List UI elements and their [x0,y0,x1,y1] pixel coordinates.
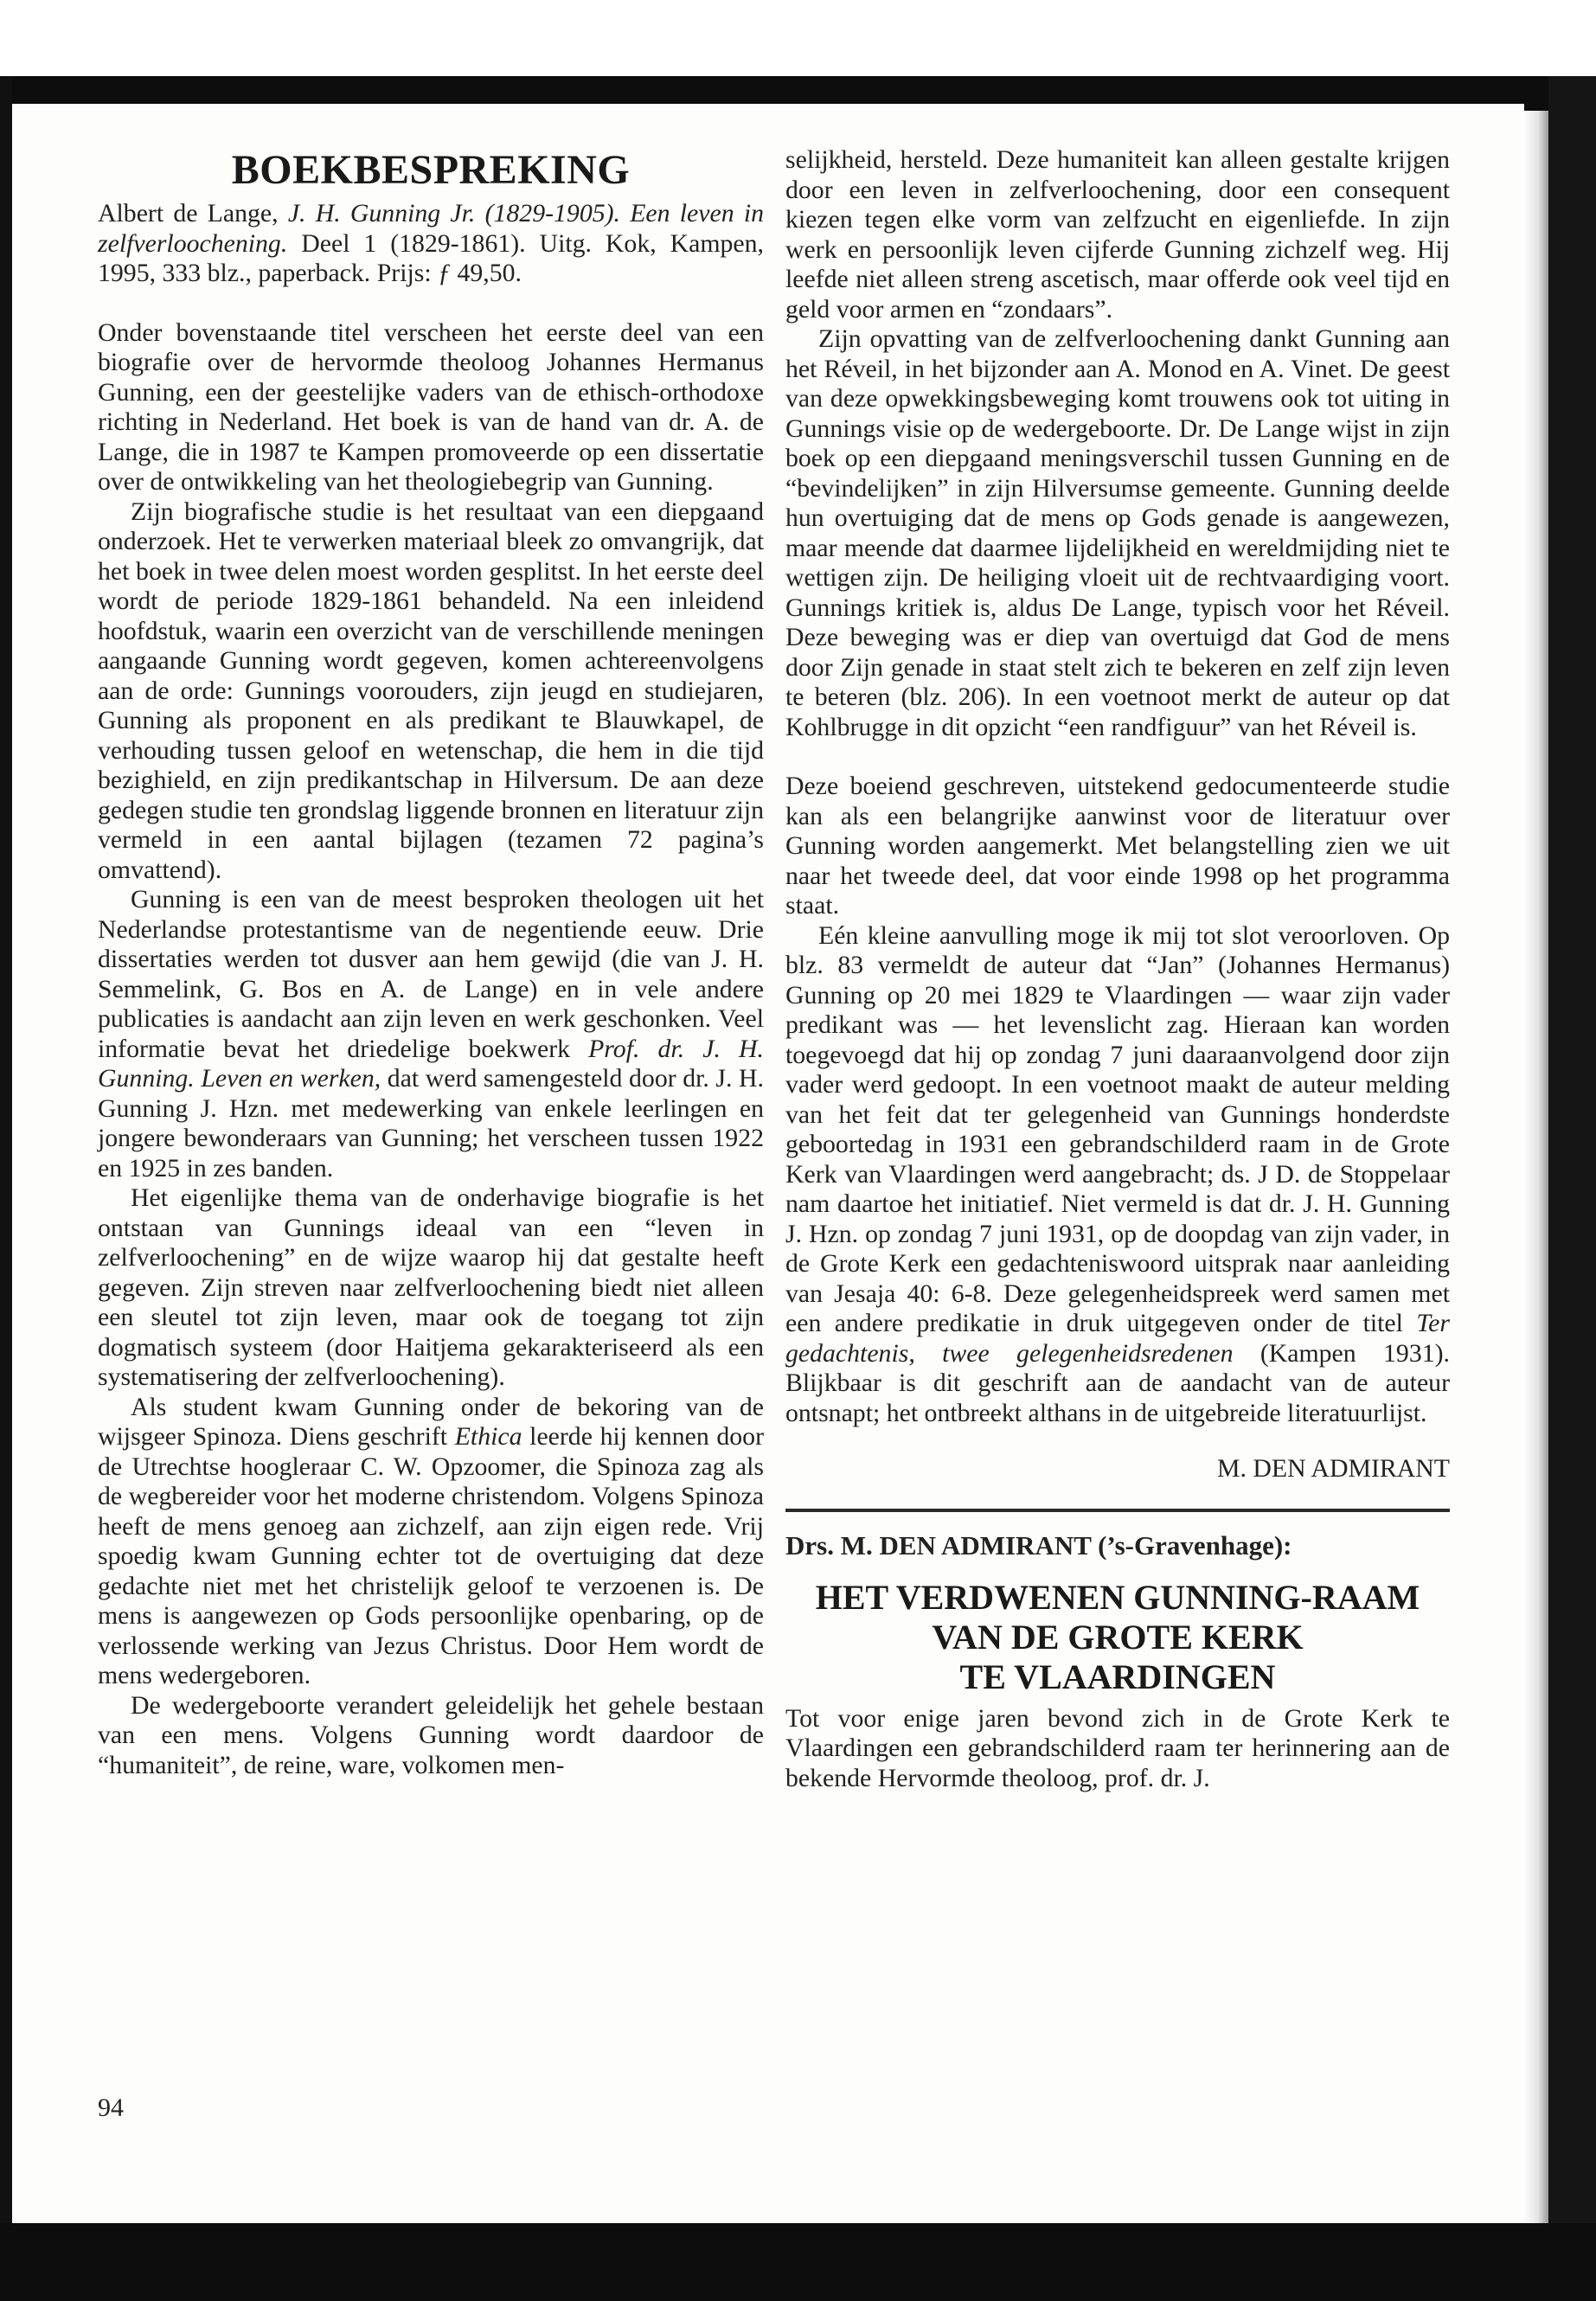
article-title-line: HET VERDWENEN GUNNING-RAAM [815,1577,1420,1617]
citation-author: Albert de Lange, [98,199,279,228]
citation-details: Deel 1 (1829-1861). Uitg. Kok, Kampen, 1995, 333 blz., paperback. Prijs: [98,228,764,287]
cited-work-title: Prof. dr. J. H. Gunning. Leven en werken, [98,1034,764,1093]
review-paragraph [98,885,764,1183]
review-text: (Kampen 1931). Blijkbaar is dit geschrift aan de aandacht van de auteur ontsnapt; het ontbreekt althans in de uitgebreide literatuurlijst. [785,1338,1450,1427]
article-title [785,1578,1450,1697]
review-text: Als student kwam Gunning onder de bekoring van de wijsgeer Spinoza. Diens geschrift [98,1392,764,1451]
document-page [12,104,1524,2223]
review-paragraph [98,1393,764,1691]
review-signature: M. DEN ADMIRANT [1216,1454,1450,1483]
citation-currency: ƒ [438,259,451,287]
review-paragraph: Het eigenlijke thema van de onderhavige biografie is het ontstaan van Gunnings ideaal van een “leven in zelfverloochening” en de wijze waarop hij dat gestalte heeft gegeven. Zijn streven naar zelfverloochening biedt niet alleen een sleutel tot zijn leven, maar ook de toegang tot zijn dogmatisch systeem (door Haitjema gekarakteriseerd als een systematisering der zelfverloochening). [98,1183,764,1391]
article-opening: Tot voor enige jaren bevond zich in de Grote Kerk te Vlaardingen een gebrandschilderd raam ter herinnering aan de bekende Hervormde theoloog, prof. dr. J. [785,1703,1450,1792]
review-paragraph: Onder bovenstaande titel verscheen het eerste deel van een biografie over de hervormde theoloog Johannes Hermanus Gunning, een der geestelijke vaders van de ethisch-orthodoxe richting in Nederland. Het boek is van de hand van dr. A. de Lange, die in 1987 te Kampen promoveerde op een dissertatie over de ontwikkeling van het theologiebegrip van Gunning. [98,317,764,496]
cited-work-title: Ter gedachtenis, twee gelegenheidsredenen [785,1309,1450,1368]
left-column [98,145,764,1780]
review-text: Gunning is een van de meest besproken theologen uit het Nederlandse protestantisme van de negentiende eeuw. Drie dissertaties werden tot dusver aan hem gewijd (die van J. H. Semmelink, G. Bos en A. de Lange) en in vele andere publicaties is aandacht aan zijn leven en werk geschonken. Veel informatie bevat het driedelige boekwerk [98,885,764,1063]
article-title-line: VAN DE GROTE KERK [932,1617,1304,1657]
scan-edge-left [0,76,12,2247]
section-title: BOEKBESPREKING [231,147,631,193]
review-paragraph: De wedergeboorte verandert geleidelijk het gehele bestaan van een mens. Volgens Gunning wordt daardoor de “humaniteit”, de reine, ware, volkomen men- [98,1690,764,1779]
article-author: Drs. M. DEN ADMIRANT (’s-Gravenhage): [785,1529,1292,1561]
section-divider [785,1509,1450,1512]
review-text: leerde hij kennen door de Utrechtse hoogleraar C. W. Opzoomer, die Spinoza zag als de wegbereider voor het moderne christendom. Volgens Spinoza heeft de mens genoeg aan zichzelf, aan zijn eigen rede. Vrij spoedig kwam Gunning echter tot de overtuiging dat deze gedachte niet met het christelijk geloof te verzoenen is. De mens is aangewezen op Gods persoonlijke openbaring, op de verlossende werking van Jezus Christus. Door Hem wordt de mens wedergeboren. [98,1422,764,1689]
cited-work-title: Ethica [454,1422,522,1451]
review-text: Eén kleine aanvulling moge ik mij tot slot veroorloven. Op blz. 83 vermeldt de auteur dat “Jan” (Johannes Hermanus) Gunning op 20 mei 1829 te Vlaardingen — waar zijn vader predikant was — het levenslicht zag. Hieraan kan worden toegevoegd dat hij op zondag 7 juni daaraanvolgend door zijn vader werd gedoopt. In een voetnoot maakt de auteur melding van het feit dat ter gelegenheid van Gunnings honderdste geboortedag in 1931 een gebrandschilderd raam in de Grote Kerk van Vlaardingen werd aangebracht; ds. J D. de Stoppelaar nam daartoe het initiatief. Niet vermeld is dat dr. J. H. Gunning J. Hzn. op zondag 7 juni 1931, op de doopdag van zijn vader, in de Grote Kerk een gedachteniswoord uitsprak naar aanleiding van Jesaja 40: 6-8. Deze gelegenheidspreek werd samen met een andere predikatie in druk uitgegeven onder de titel [785,920,1450,1337]
citation-price: 49,50. [457,259,522,287]
page-number: 94 [98,2093,124,2122]
review-paragraph: Deze boeiend geschreven, uitstekend gedocumenteerde studie kan als een belangrijke aanwinst voor de literatuur over Gunning worden aangemerkt. Met belangstelling zien we uit naar het tweede deel, dat voor einde 1998 op het programma staat. [785,772,1450,920]
review-text: dat werd samengesteld door dr. J. H. Gunning J. Hzn. met medewerking van enkele leerlingen en jongere bewonderaars van Gunning; het verscheen tussen 1922 en 1925 in zes banden. [98,1064,764,1183]
review-paragraph: Zijn opvatting van de zelfverloochening dankt Gunning aan het Réveil, in het bijzonder aan A. Monod en A. Vinet. De geest van deze opwekkingsbeweging komt trouwens ook tot uiting in Gunnings visie op de wedergeboorte. Dr. De Lange wijst in zijn boek op een diepgaand meningsverschil tussen Gunning en de “bevindelijken” in zijn Hilversumse gemeente. Gunning deelde hun overtuiging dat de mens op Gods genade is aangewezen, maar meende dat daarmee lijdelijkheid en wereldmijding niet te wettigen zijn. De heiliging vloeit uit de rechtvaardiging voort. Gunnings kritiek is, aldus De Lange, typisch voor het Réveil. Deze beweging was er diep van overtuigd dat God de mens door Zijn genade in staat stelt zich te bekeren en zelf zijn leven te beteren (blz. 206). In een voetnoot merkt de auteur op dat Kohlbrugge in dit opzicht “een randfiguur” van het Réveil is. [785,324,1450,741]
review-paragraph: Zijn biografische studie is het resultaat van een diepgaand onderzoek. Het te verwerken materiaal bleek zo omvangrijk, dat het boek in twee delen moest worden gesplitst. In het eerste deel wordt de periode 1829-1861 behandeld. Na een inleidend hoofdstuk, waarin een overzicht van de verschillende meningen aangaande Gunning wordt gegeven, komen achtereenvolgens aan de orde: Gunnings voorouders, zijn jeugd en studiejaren, Gunning als proponent en als predikant te Blauwkapel, de verhouding tussen geloof en wetenschap, die hem in die tijd bezighield, en zijn predikantschap in Hilversum. De aan deze gedegen studie ten grondslag liggende bronnen en literatuur zijn vermeld in een aantal bijlagen (tezamen 72 pagina’s omvattend). [98,497,764,884]
review-paragraph: selijkheid, hersteld. Deze humaniteit kan alleen gestalte krijgen door een leven in zelfverloochening, door een consequent kiezen tegen elke vorm van zelfzucht en eigenliefde. In zijn werk en persoonlijk leven cijferde Gunning zichzelf weg. Hij leefde niet alleen streng ascetisch, maar offerde ook veel tijd en geld voor armen en “zondaars”. [785,145,1450,324]
article-title-line: TE VLAARDINGEN [959,1657,1276,1696]
review-paragraph [785,921,1450,1429]
scan-margin-top [0,0,1596,76]
right-column [785,145,1450,1793]
book-citation [98,199,764,289]
scan-edge-right [1548,76,1596,2247]
scan-edge-bottom [0,2223,1596,2301]
citation-title: J. H. Gunning Jr. (1829-1905). Een leven in zelfverloochening. [98,199,764,258]
page-curl-shadow [1522,111,1548,2247]
